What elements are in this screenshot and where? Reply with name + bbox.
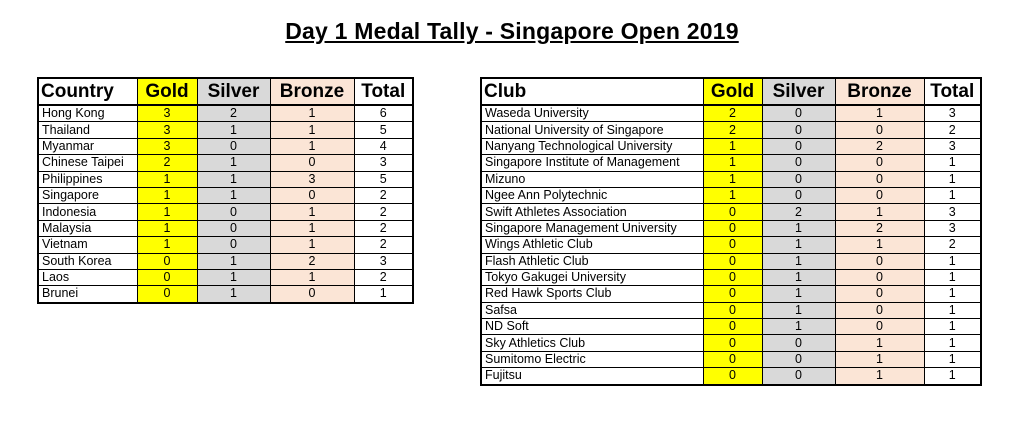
bronze-cell: 0 <box>270 187 354 203</box>
name-cell: Chinese Taipei <box>38 155 137 171</box>
country-row <box>38 138 413 154</box>
club-row <box>481 286 981 302</box>
name-cell: Philippines <box>38 171 137 187</box>
total-cell: 1 <box>354 286 413 303</box>
silver-cell: 1 <box>197 253 270 269</box>
bronze-cell: 0 <box>835 286 924 302</box>
club-row <box>481 171 981 187</box>
total-cell: 2 <box>354 269 413 285</box>
gold-cell: 1 <box>703 171 762 187</box>
bronze-cell: 1 <box>835 204 924 220</box>
page-title: Day 1 Medal Tally - Singapore Open 2019 <box>285 18 739 44</box>
silver-cell: 0 <box>762 105 835 122</box>
club-table-body <box>481 105 981 385</box>
silver-cell: 0 <box>762 138 835 154</box>
silver-cell: 0 <box>762 187 835 203</box>
name-cell: Sumitomo Electric <box>481 351 703 367</box>
country-table-body <box>38 105 413 303</box>
gold-cell: 0 <box>703 302 762 318</box>
silver-cell: 1 <box>197 269 270 285</box>
name-cell: Sky Athletics Club <box>481 335 703 351</box>
club-row <box>481 204 981 220</box>
total-cell: 2 <box>354 204 413 220</box>
name-cell: National University of Singapore <box>481 122 703 138</box>
bronze-cell: 1 <box>270 122 354 138</box>
club-row <box>481 368 981 385</box>
total-cell: 3 <box>924 220 981 236</box>
total-cell: 1 <box>924 286 981 302</box>
bronze-cell: 1 <box>270 204 354 220</box>
total-cell: 3 <box>924 204 981 220</box>
total-cell: 3 <box>924 138 981 154</box>
bronze-cell: 1 <box>835 335 924 351</box>
name-cell: Wings Athletic Club <box>481 237 703 253</box>
header-silver: Silver <box>197 78 270 105</box>
silver-cell: 2 <box>762 204 835 220</box>
silver-cell: 0 <box>197 220 270 236</box>
club-row <box>481 122 981 138</box>
bronze-cell: 2 <box>270 253 354 269</box>
name-cell: Ngee Ann Polytechnic <box>481 187 703 203</box>
country-row <box>38 253 413 269</box>
total-cell: 2 <box>924 237 981 253</box>
country-row <box>38 237 413 253</box>
silver-cell: 0 <box>762 155 835 171</box>
club-medal-table <box>480 77 982 386</box>
silver-cell: 0 <box>197 204 270 220</box>
country-medal-table <box>37 77 414 304</box>
gold-cell: 0 <box>703 220 762 236</box>
country-header-row <box>38 78 413 105</box>
total-cell: 1 <box>924 368 981 385</box>
country-row <box>38 155 413 171</box>
gold-cell: 2 <box>703 122 762 138</box>
bronze-cell: 0 <box>835 319 924 335</box>
name-cell: Flash Athletic Club <box>481 253 703 269</box>
silver-cell: 0 <box>762 368 835 385</box>
silver-cell: 1 <box>762 286 835 302</box>
bronze-cell: 0 <box>835 302 924 318</box>
gold-cell: 0 <box>703 204 762 220</box>
silver-cell: 0 <box>762 171 835 187</box>
gold-cell: 0 <box>703 335 762 351</box>
gold-cell: 3 <box>137 122 197 138</box>
total-cell: 1 <box>924 335 981 351</box>
bronze-cell: 1 <box>835 368 924 385</box>
gold-cell: 0 <box>703 351 762 367</box>
silver-cell: 0 <box>762 122 835 138</box>
gold-cell: 1 <box>137 220 197 236</box>
gold-cell: 2 <box>703 105 762 122</box>
silver-cell: 1 <box>197 286 270 303</box>
name-cell: Safsa <box>481 302 703 318</box>
gold-cell: 1 <box>703 138 762 154</box>
bronze-cell: 1 <box>835 351 924 367</box>
name-cell: Red Hawk Sports Club <box>481 286 703 302</box>
club-row <box>481 269 981 285</box>
club-row <box>481 351 981 367</box>
silver-cell: 1 <box>762 220 835 236</box>
bronze-cell: 1 <box>835 237 924 253</box>
gold-cell: 0 <box>703 269 762 285</box>
bronze-cell: 1 <box>835 105 924 122</box>
gold-cell: 1 <box>137 187 197 203</box>
bronze-cell: 0 <box>835 253 924 269</box>
club-row <box>481 138 981 154</box>
header-bronze: Bronze <box>835 78 924 105</box>
gold-cell: 3 <box>137 105 197 122</box>
total-cell: 1 <box>924 319 981 335</box>
header-gold: Gold <box>137 78 197 105</box>
gold-cell: 2 <box>137 155 197 171</box>
total-cell: 1 <box>924 253 981 269</box>
gold-cell: 0 <box>703 237 762 253</box>
silver-cell: 0 <box>762 335 835 351</box>
name-cell: Mizuno <box>481 171 703 187</box>
header-silver: Silver <box>762 78 835 105</box>
club-row <box>481 319 981 335</box>
name-cell: Waseda University <box>481 105 703 122</box>
club-row <box>481 302 981 318</box>
name-cell: South Korea <box>38 253 137 269</box>
name-cell: Tokyo Gakugei University <box>481 269 703 285</box>
silver-cell: 2 <box>197 105 270 122</box>
name-cell: ND Soft <box>481 319 703 335</box>
silver-cell: 1 <box>762 319 835 335</box>
total-cell: 2 <box>354 220 413 236</box>
bronze-cell: 0 <box>835 187 924 203</box>
silver-cell: 0 <box>762 351 835 367</box>
gold-cell: 0 <box>137 269 197 285</box>
total-cell: 1 <box>924 269 981 285</box>
total-cell: 2 <box>354 187 413 203</box>
name-cell: Nanyang Technological University <box>481 138 703 154</box>
bronze-cell: 3 <box>270 171 354 187</box>
country-row <box>38 171 413 187</box>
silver-cell: 0 <box>197 237 270 253</box>
header-total: Total <box>354 78 413 105</box>
name-cell: Singapore <box>38 187 137 203</box>
silver-cell: 1 <box>197 155 270 171</box>
gold-cell: 0 <box>703 319 762 335</box>
club-row <box>481 220 981 236</box>
total-cell: 1 <box>924 171 981 187</box>
name-cell: Indonesia <box>38 204 137 220</box>
total-cell: 1 <box>924 155 981 171</box>
total-cell: 4 <box>354 138 413 154</box>
total-cell: 1 <box>924 302 981 318</box>
gold-cell: 1 <box>137 237 197 253</box>
total-cell: 1 <box>924 187 981 203</box>
club-row <box>481 253 981 269</box>
country-row <box>38 269 413 285</box>
country-row <box>38 204 413 220</box>
gold-cell: 1 <box>137 171 197 187</box>
country-row <box>38 220 413 236</box>
header-country: Country <box>38 78 137 105</box>
club-row <box>481 187 981 203</box>
club-row <box>481 155 981 171</box>
silver-cell: 1 <box>762 237 835 253</box>
name-cell: Hong Kong <box>38 105 137 122</box>
name-cell: Thailand <box>38 122 137 138</box>
header-club: Club <box>481 78 703 105</box>
gold-cell: 1 <box>703 155 762 171</box>
club-row <box>481 335 981 351</box>
bronze-cell: 1 <box>270 105 354 122</box>
bronze-cell: 1 <box>270 220 354 236</box>
gold-cell: 1 <box>703 187 762 203</box>
name-cell: Fujitsu <box>481 368 703 385</box>
header-gold: Gold <box>703 78 762 105</box>
total-cell: 1 <box>924 351 981 367</box>
club-row <box>481 105 981 122</box>
gold-cell: 0 <box>137 286 197 303</box>
bronze-cell: 0 <box>835 122 924 138</box>
club-row <box>481 237 981 253</box>
country-row <box>38 187 413 203</box>
gold-cell: 0 <box>703 286 762 302</box>
total-cell: 5 <box>354 122 413 138</box>
header-bronze: Bronze <box>270 78 354 105</box>
silver-cell: 1 <box>762 302 835 318</box>
name-cell: Myanmar <box>38 138 137 154</box>
name-cell: Singapore Management University <box>481 220 703 236</box>
silver-cell: 1 <box>197 122 270 138</box>
country-row <box>38 105 413 122</box>
name-cell: Swift Athletes Association <box>481 204 703 220</box>
name-cell: Laos <box>38 269 137 285</box>
gold-cell: 3 <box>137 138 197 154</box>
name-cell: Brunei <box>38 286 137 303</box>
silver-cell: 0 <box>197 138 270 154</box>
gold-cell: 0 <box>703 368 762 385</box>
name-cell: Malaysia <box>38 220 137 236</box>
country-row <box>38 286 413 303</box>
total-cell: 5 <box>354 171 413 187</box>
bronze-cell: 0 <box>270 155 354 171</box>
total-cell: 3 <box>924 105 981 122</box>
club-header-row <box>481 78 981 105</box>
bronze-cell: 1 <box>270 269 354 285</box>
gold-cell: 1 <box>137 204 197 220</box>
silver-cell: 1 <box>762 253 835 269</box>
silver-cell: 1 <box>197 187 270 203</box>
total-cell: 6 <box>354 105 413 122</box>
bronze-cell: 0 <box>835 269 924 285</box>
total-cell: 3 <box>354 253 413 269</box>
bronze-cell: 1 <box>270 237 354 253</box>
bronze-cell: 0 <box>835 171 924 187</box>
total-cell: 3 <box>354 155 413 171</box>
silver-cell: 1 <box>197 171 270 187</box>
bronze-cell: 2 <box>835 220 924 236</box>
total-cell: 2 <box>924 122 981 138</box>
country-row <box>38 122 413 138</box>
name-cell: Singapore Institute of Management <box>481 155 703 171</box>
bronze-cell: 0 <box>835 155 924 171</box>
bronze-cell: 2 <box>835 138 924 154</box>
gold-cell: 0 <box>137 253 197 269</box>
bronze-cell: 1 <box>270 138 354 154</box>
name-cell: Vietnam <box>38 237 137 253</box>
total-cell: 2 <box>354 237 413 253</box>
bronze-cell: 0 <box>270 286 354 303</box>
header-total: Total <box>924 78 981 105</box>
silver-cell: 1 <box>762 269 835 285</box>
gold-cell: 0 <box>703 253 762 269</box>
